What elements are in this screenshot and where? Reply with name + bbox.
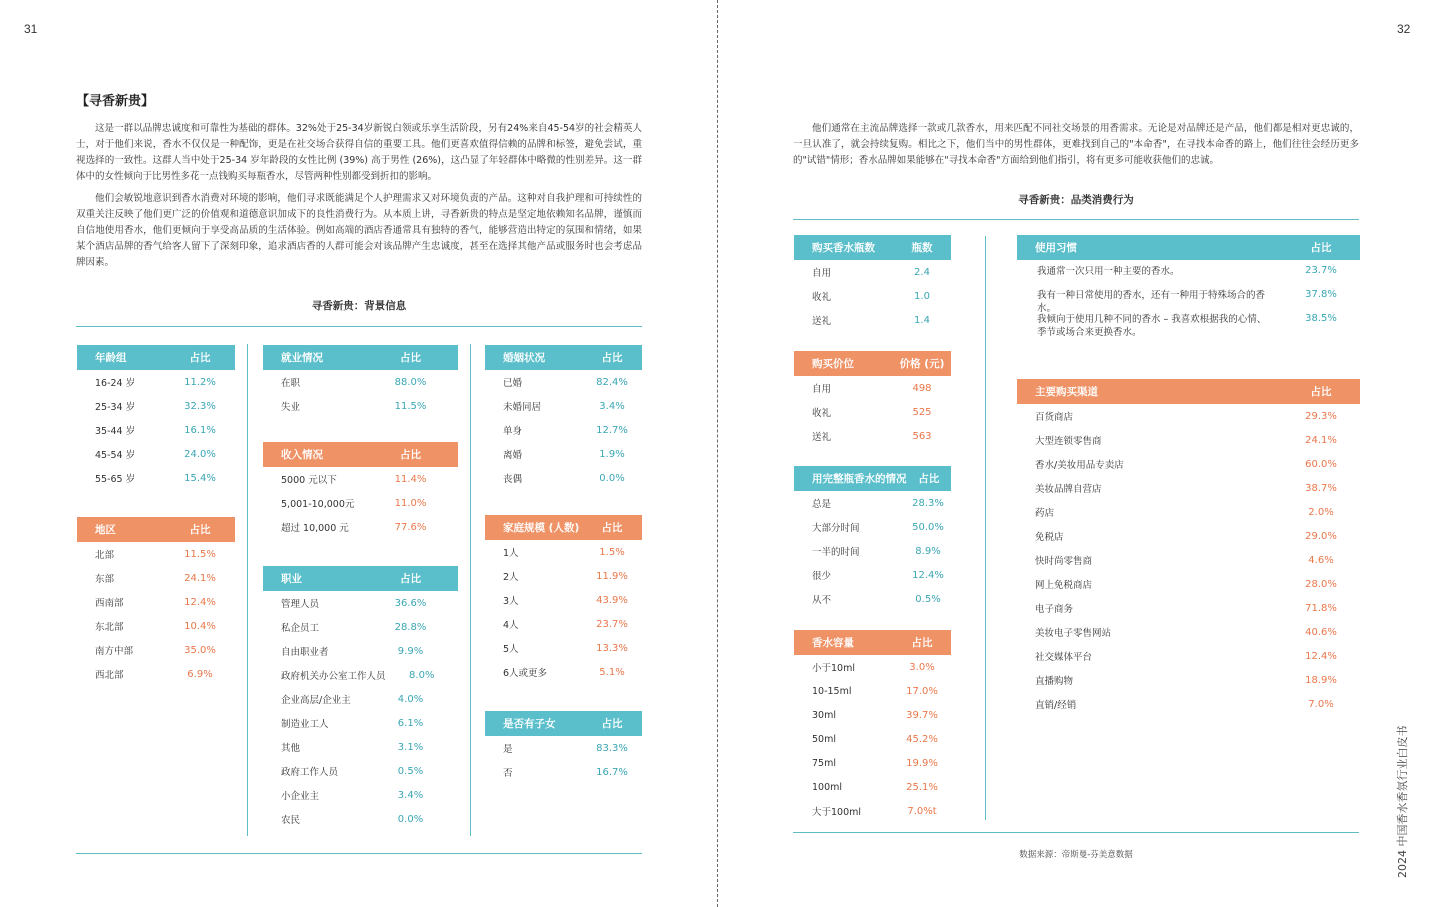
row-value: 11.0% — [394, 497, 427, 509]
table-row — [1017, 548, 1360, 572]
row-value: 7.0% — [1308, 698, 1334, 710]
table-row — [77, 370, 235, 394]
header-value-label: 瓶数 — [911, 242, 933, 254]
row-label: 送礼 — [812, 432, 832, 443]
row-value: 11.2% — [184, 376, 216, 388]
row-value: 10.4% — [184, 620, 216, 632]
table-row — [263, 394, 458, 418]
table-row — [263, 759, 458, 783]
header-label: 主要购买渠道 — [1035, 386, 1098, 398]
table-row — [77, 542, 235, 566]
table-row — [263, 687, 458, 711]
table-row — [77, 566, 235, 590]
finish-bottle-table — [794, 466, 951, 611]
row-value: 82.4% — [596, 376, 628, 388]
row-label: 25-34 岁 — [95, 402, 136, 413]
row-value: 0.0% — [397, 813, 424, 825]
row-value: 15.4% — [184, 472, 216, 484]
row-label: 5000 元以下 — [281, 475, 337, 486]
header-label: 是否有子女 — [503, 718, 556, 730]
row-value: 38.5% — [1305, 313, 1337, 324]
usage-habit-table — [1017, 235, 1360, 344]
table-row — [794, 751, 951, 775]
row-label: 否 — [503, 768, 513, 779]
header-value-label: 占比 — [400, 352, 421, 364]
table-row — [1017, 404, 1360, 428]
table-row — [1017, 572, 1360, 596]
table-row — [263, 370, 458, 394]
price-table — [794, 351, 951, 448]
row-value: 4.0% — [397, 693, 424, 705]
row-value: 19.9% — [906, 757, 938, 769]
table-row — [1017, 308, 1360, 344]
row-value: 0.5% — [915, 593, 941, 605]
row-value: 16.7% — [596, 766, 628, 778]
table-row — [794, 655, 951, 679]
row-label: 香水/美妆用品专卖店 — [1035, 460, 1124, 471]
row-label: 50ml — [812, 733, 836, 745]
table-row — [485, 660, 642, 684]
row-value: 45.2% — [906, 733, 938, 745]
table-row — [485, 540, 642, 564]
row-value: 8.0% — [409, 669, 435, 681]
table-row — [794, 727, 951, 751]
table-row — [485, 442, 642, 466]
row-value: 2.0% — [1308, 506, 1334, 518]
intro-paragraph-3: 他们通常在主流品牌选择一款或几款香水，用来匹配不同社交场景的用香需求。无论是对品牌还是产品，他们都是相对更忠诚的，一旦认准了，就会持续复购。相比之下，他们当中的男性群体，更难找到自己的"本命香"，在寻找本命香的路上，他们往往会经历更多的"试错"情形；香水品牌如果能够在"寻找本命香"方面给到他们指引，将有更多可能收获他们的忠诚。 — [793, 123, 1359, 166]
background-info-subtitle: 寻香新贵：背景信息 — [311, 300, 407, 312]
row-label: 网上免税商店 — [1035, 580, 1093, 591]
table-row — [77, 394, 235, 418]
row-label: 我倾向于使用几种不同的香水 – 我喜欢根据我的心情、季节或场合来更换香水。 — [1037, 314, 1267, 338]
row-label: 是 — [503, 744, 513, 755]
row-value: 563 — [912, 430, 932, 442]
table-row — [485, 612, 642, 636]
row-value: 12.4% — [184, 596, 216, 608]
row-label: 东部 — [95, 574, 115, 585]
table-row — [263, 735, 458, 759]
row-value: 50.0% — [912, 521, 944, 533]
row-label: 送礼 — [812, 316, 832, 327]
header-label: 收入情况 — [281, 449, 323, 461]
table-row — [485, 736, 642, 760]
data-source: 数据来源：帝斯曼-芬美意数据 — [1019, 850, 1133, 860]
header-value-label: 占比 — [400, 573, 421, 585]
row-label: 小于10ml — [812, 663, 855, 674]
row-value: 36.6% — [394, 597, 427, 609]
row-value: 6.1% — [397, 717, 424, 729]
row-label: 总是 — [812, 499, 832, 510]
table-row — [794, 400, 951, 424]
row-label: 电子商务 — [1035, 604, 1074, 615]
top-rule-right — [793, 219, 1359, 220]
row-label: 政府机关办公室工作人员 — [281, 671, 386, 682]
header-value-label: 占比 — [911, 637, 933, 649]
row-label: 4人 — [503, 620, 519, 631]
table-header — [485, 345, 642, 370]
row-label: 政府工作人员 — [281, 767, 339, 778]
table-header — [1017, 235, 1360, 260]
row-label: 已婚 — [503, 378, 523, 389]
header-label: 年龄组 — [95, 352, 127, 364]
row-value: 17.0% — [906, 685, 938, 697]
row-label: 农民 — [281, 815, 301, 826]
row-value: 3.4% — [397, 789, 424, 801]
header-label: 购买香水瓶数 — [812, 242, 875, 254]
row-label: 3人 — [503, 596, 519, 607]
capacity-table — [794, 630, 951, 823]
page-divider — [717, 0, 718, 907]
page-number-left: 31 — [24, 22, 38, 36]
row-label: 大型连锁零售商 — [1035, 436, 1102, 447]
row-value: 0.5% — [397, 765, 424, 777]
category-behavior-subtitle: 寻香新贵：品类消费行为 — [1018, 194, 1134, 206]
row-value: 3.4% — [599, 400, 625, 412]
table-header — [263, 345, 458, 370]
table-row — [794, 260, 951, 284]
row-value: 39.7% — [906, 709, 938, 721]
row-label: 免税店 — [1035, 532, 1064, 543]
row-label: 自用 — [812, 268, 832, 279]
row-label: 从不 — [812, 595, 832, 606]
region-table — [77, 517, 235, 686]
table-row — [263, 491, 458, 515]
table-header — [263, 442, 458, 467]
header-value-label: 占比 — [601, 522, 623, 534]
row-value: 3.0% — [909, 661, 935, 673]
family-size-table — [485, 515, 642, 684]
table-row — [77, 466, 235, 490]
row-value: 13.3% — [596, 642, 628, 654]
table-row — [485, 418, 642, 442]
row-value: 88.0% — [394, 376, 427, 388]
row-value: 525 — [912, 406, 932, 418]
table-row — [1017, 620, 1360, 644]
row-value: 16.1% — [184, 424, 216, 436]
row-value: 8.9% — [915, 545, 941, 557]
row-label: 我通常一次只用一种主要的香水。 — [1037, 266, 1180, 277]
row-value: 2.4 — [914, 266, 930, 278]
row-label: 制造业工人 — [281, 719, 329, 730]
row-value: 40.6% — [1305, 626, 1337, 638]
row-value: 7.0%t — [907, 805, 937, 817]
row-label: 西南部 — [95, 598, 124, 609]
header-label: 家庭规模 (人数) — [503, 522, 580, 534]
row-value: 12.4% — [912, 569, 944, 581]
income-table — [263, 442, 458, 539]
row-value: 32.3% — [184, 400, 216, 412]
table-row — [1017, 524, 1360, 548]
row-value: 60.0% — [1305, 458, 1337, 470]
table-row — [1017, 428, 1360, 452]
table-row — [485, 636, 642, 660]
table-row — [263, 515, 458, 539]
table-row — [263, 639, 458, 663]
row-value: 1.9% — [599, 448, 625, 460]
row-label: 未婚同居 — [503, 402, 542, 413]
row-value: 498 — [912, 382, 932, 394]
row-label: 西北部 — [95, 670, 124, 681]
table-row — [794, 308, 951, 332]
row-value: 77.6% — [394, 521, 427, 533]
table-row — [485, 466, 642, 490]
row-value: 11.4% — [394, 473, 427, 485]
table-row — [794, 703, 951, 727]
row-label: 45-54 岁 — [95, 450, 136, 461]
row-label: 超过 10,000 元 — [281, 523, 349, 534]
table-row — [77, 614, 235, 638]
column-rule — [985, 236, 986, 820]
row-value: 0.0% — [599, 472, 625, 484]
row-label: 5人 — [503, 644, 519, 655]
table-row — [263, 807, 458, 831]
row-label: 75ml — [812, 757, 836, 769]
header-label: 购买价位 — [812, 358, 854, 370]
row-label: 在职 — [281, 378, 301, 389]
row-label: 美妆品牌自营店 — [1035, 484, 1102, 495]
page-number-right: 32 — [1397, 22, 1411, 36]
table-row — [485, 394, 642, 418]
header-value-label: 占比 — [601, 352, 623, 364]
header-value-label: 占比 — [189, 352, 211, 364]
table-row — [1017, 284, 1360, 314]
table-row — [794, 376, 951, 400]
row-value: 12.4% — [1305, 650, 1337, 662]
row-label: 10-15ml — [812, 685, 852, 697]
row-label: 自用 — [812, 384, 832, 395]
age-group-table — [77, 345, 235, 490]
intro-paragraph-2: 他们会敏锐地意识到香水消费对环境的影响，他们寻求既能满足个人护理需求又对环境负责的产品。这种对自我护理和可持续性的双重关注反映了他们更广泛的价值观和道德意识加成下的良性消费行为。从本质上讲，寻香新贵的特点是坚定地依赖知名品牌，谨慎而自信地使用香水，他们更倾向于享受高品质的生活体验。例如高端的酒店香通常具有独特的香气，能够营造出特定的氛围和情绪，如果某个酒店品牌的香气给客人留下了深刻印象，追求酒店香的人群可能会对该品牌产生忠诚度，甚至在选择其他产品或服务时也会考虑品牌因素。 — [76, 193, 642, 268]
table-row — [485, 370, 642, 394]
children-table — [485, 711, 642, 784]
row-label: 大部分时间 — [812, 523, 860, 534]
table-row — [263, 591, 458, 615]
row-value: 37.8% — [1305, 289, 1337, 300]
row-label: 小企业主 — [281, 791, 320, 802]
table-row — [1017, 476, 1360, 500]
table-header — [485, 711, 642, 736]
table-row — [485, 564, 642, 588]
row-label: 35-44 岁 — [95, 426, 136, 437]
table-row — [794, 539, 951, 563]
intro-paragraph-1: 这是一群以品牌忠诚度和可靠性为基础的群体。32%处于25-34岁新锐白领或乐享生活阶段，另有24%来自45-54岁的社会精英人士，对于他们来说，香水不仅仅是一种配饰，更是在社交场合获得自信的重要工具。他们更喜欢值得信赖的品牌和标签，避免尝试，重视选择的一致性。这群人当中处于25-34 岁年龄段的女性比例 (39%) 高于男性 (26%)，这凸显了年轻群体中略微的性别差异。这一群体中的女性倾向于比男性多花一点钱购买每瓶香水，尽管两种性别都受到折扣的影响。 — [76, 123, 642, 182]
row-value: 23.7% — [1305, 265, 1337, 276]
row-value: 38.7% — [1305, 482, 1337, 494]
row-label: 直销/经销 — [1035, 700, 1077, 711]
table-row — [263, 615, 458, 639]
row-label: 我有一种日常使用的香水，还有一种用于特殊场合的香水。 — [1037, 290, 1266, 314]
header-value-label: 占比 — [1310, 386, 1332, 398]
row-value: 6.9% — [187, 668, 213, 680]
report-title-vertical: 2024 中国香水香氛行业白皮书 — [1396, 725, 1409, 878]
table-row — [794, 515, 951, 539]
table-row — [1017, 668, 1360, 692]
row-value: 71.8% — [1305, 602, 1337, 614]
table-row — [77, 442, 235, 466]
table-row — [263, 711, 458, 735]
row-label: 药店 — [1035, 508, 1055, 519]
table-row — [1017, 500, 1360, 524]
row-label: 美妆电子零售网站 — [1035, 628, 1112, 639]
row-label: 单身 — [503, 426, 523, 437]
table-row — [1017, 692, 1360, 716]
table-row — [794, 284, 951, 308]
header-label: 婚姻状况 — [503, 352, 545, 364]
row-value: 28.8% — [394, 621, 427, 633]
employment-table — [263, 345, 458, 418]
table-row — [263, 783, 458, 807]
row-value: 24.0% — [184, 448, 216, 460]
table-header — [794, 630, 951, 655]
table-row — [77, 590, 235, 614]
row-label: 5,001-10,000元 — [281, 499, 355, 510]
bottles-table — [794, 235, 951, 332]
table-header — [485, 515, 642, 540]
header-value-label: 占比 — [918, 473, 940, 485]
table-row — [794, 587, 951, 611]
row-value: 24.1% — [1305, 434, 1337, 446]
row-value: 29.0% — [1305, 530, 1337, 542]
row-value: 18.9% — [1305, 674, 1337, 686]
table-row — [794, 491, 951, 515]
row-label: 收礼 — [812, 408, 832, 419]
header-value-label: 占比 — [400, 449, 421, 461]
row-value: 28.3% — [912, 497, 944, 509]
row-label: 南方中部 — [95, 646, 134, 657]
row-label: 东北部 — [95, 622, 124, 633]
table-row — [1017, 452, 1360, 476]
column-rule — [470, 344, 471, 836]
table-header — [794, 235, 951, 260]
row-label: 离婚 — [503, 450, 523, 461]
row-value: 23.7% — [596, 618, 628, 630]
row-value: 43.9% — [596, 594, 628, 606]
row-label: 很少 — [812, 571, 832, 582]
header-value-label: 占比 — [1310, 242, 1332, 254]
row-value: 25.1% — [906, 781, 938, 793]
row-label: 丧偶 — [503, 474, 523, 485]
row-label: 社交媒体平台 — [1035, 652, 1093, 663]
table-row — [485, 588, 642, 612]
table-row — [1017, 260, 1360, 284]
table-header — [794, 351, 951, 376]
row-label: 百货商店 — [1035, 412, 1074, 423]
table-row — [77, 418, 235, 442]
row-value: 83.3% — [596, 742, 628, 754]
row-label: 6人或更多 — [503, 668, 548, 679]
row-value: 35.0% — [184, 644, 216, 656]
table-row — [1017, 596, 1360, 620]
row-label: 一半的时间 — [812, 547, 860, 558]
table-header — [1017, 379, 1360, 404]
table-header — [77, 517, 235, 542]
row-label: 快时尚零售商 — [1035, 556, 1093, 567]
table-row — [794, 563, 951, 587]
row-label: 直播购物 — [1035, 676, 1074, 687]
table-row — [77, 662, 235, 686]
table-row — [263, 467, 458, 491]
row-label: 自由职业者 — [281, 647, 329, 658]
header-label: 香水容量 — [812, 637, 854, 649]
row-label: 管理人员 — [281, 599, 320, 610]
section-title: 【寻香新贵】 — [76, 94, 155, 109]
table-row — [485, 760, 642, 784]
occupation-table — [263, 566, 458, 831]
row-value: 1.0 — [914, 290, 930, 302]
row-label: 30ml — [812, 709, 836, 721]
row-label: 大于100ml — [812, 807, 862, 818]
row-label: 100ml — [812, 781, 843, 793]
row-value: 1.4 — [914, 314, 930, 326]
table-row — [1017, 644, 1360, 668]
bottom-rule-left — [76, 853, 642, 854]
row-label: 北部 — [95, 550, 115, 561]
top-rule-left — [76, 326, 642, 327]
column-rule — [247, 344, 248, 836]
row-label: 16-24 岁 — [95, 378, 136, 389]
row-label: 失业 — [281, 402, 301, 413]
row-label: 私企员工 — [281, 623, 320, 634]
row-label: 其他 — [281, 743, 301, 754]
table-row — [263, 663, 458, 687]
table-row — [794, 679, 951, 703]
row-value: 24.1% — [184, 572, 216, 584]
bottom-rule-right — [793, 832, 1359, 833]
row-value: 1.5% — [599, 546, 625, 558]
row-label: 55-65 岁 — [95, 474, 136, 485]
header-value-label: 占比 — [601, 718, 623, 730]
row-value: 11.9% — [596, 570, 628, 582]
purchase-channel-table — [1017, 379, 1360, 716]
row-label: 企业高层/企业主 — [281, 695, 351, 706]
table-header — [794, 466, 951, 491]
row-label: 1人 — [503, 548, 519, 559]
row-value: 9.9% — [397, 645, 424, 657]
header-value-label: 价格 (元) — [899, 358, 945, 370]
table-row — [794, 799, 951, 823]
row-value: 11.5% — [394, 400, 427, 412]
table-row — [77, 638, 235, 662]
row-value: 3.1% — [397, 741, 424, 753]
header-label: 就业情况 — [281, 352, 323, 364]
header-label: 地区 — [95, 524, 116, 536]
row-value: 5.1% — [599, 666, 625, 678]
table-row — [794, 424, 951, 448]
row-value: 28.0% — [1305, 578, 1337, 590]
header-label: 使用习惯 — [1035, 242, 1077, 254]
row-label: 收礼 — [812, 292, 832, 303]
table-header — [263, 566, 458, 591]
header-value-label: 占比 — [189, 524, 211, 536]
row-value: 12.7% — [596, 424, 628, 436]
row-label: 2人 — [503, 572, 519, 583]
row-value: 4.6% — [1308, 554, 1334, 566]
row-value: 11.5% — [184, 548, 216, 560]
header-label: 职业 — [281, 573, 302, 585]
marital-status-table — [485, 345, 642, 490]
header-label: 用完整瓶香水的情况 — [812, 473, 907, 485]
row-value: 29.3% — [1305, 410, 1337, 422]
table-row — [794, 775, 951, 799]
table-header — [77, 345, 235, 370]
